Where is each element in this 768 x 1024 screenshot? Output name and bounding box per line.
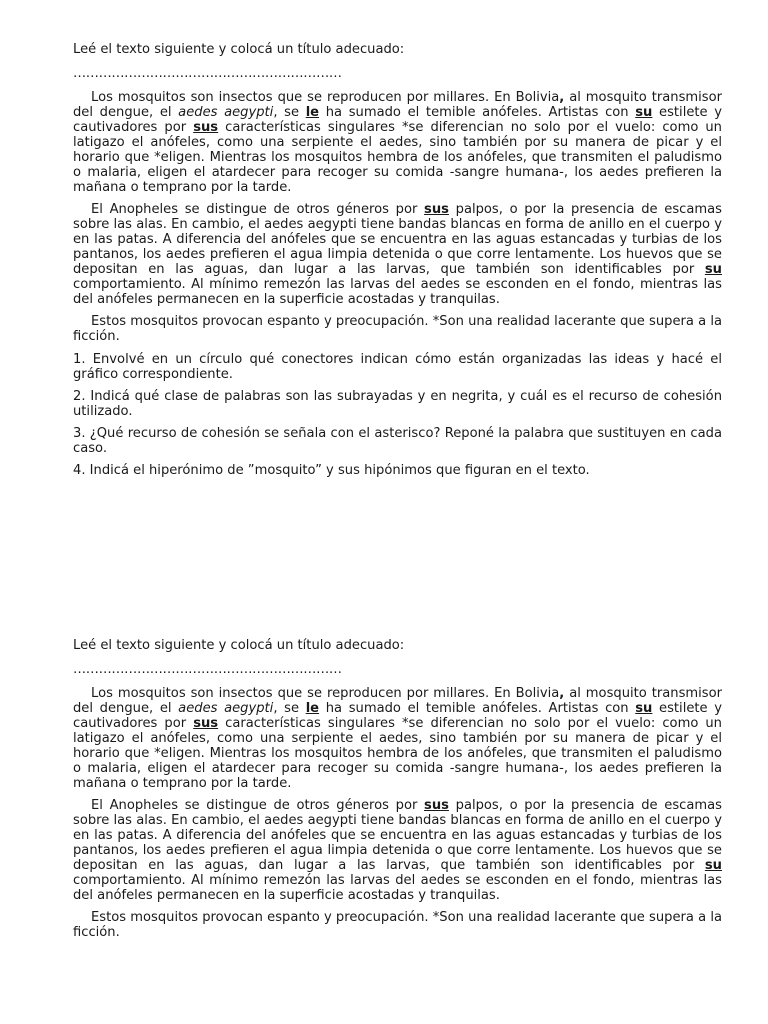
text-run: , se bbox=[273, 701, 306, 716]
paragraph-2 bbox=[73, 202, 722, 307]
instruction: Leé el texto siguiente y colocá un título adecuado: bbox=[73, 638, 405, 653]
marked-word: su bbox=[704, 858, 722, 873]
marked-word: sus bbox=[424, 798, 449, 813]
instruction: Leé el texto siguiente y colocá un título adecuado: bbox=[73, 42, 405, 57]
marked-word: sus bbox=[193, 716, 219, 731]
question-4: 4. Indicá el hiperónimo de ”mosquito” y sus hipónimos que figuran en el texto. bbox=[73, 463, 590, 478]
text-run: al mosquito transmisor del dengue, el bbox=[73, 90, 722, 120]
marked-word: le bbox=[305, 105, 320, 120]
text-run: palpos, o por la presencia de escamas sobre las alas. En cambio, el aedes aegypti tiene bandas blancas en forma de anillo en el cuerpo y en las patas. A diferencia del anófeles que se encuentra en las aguas estancadas y turbias de los pantanos, los aedes prefieren el agua limpia detenida o que corre lentamente. Los huevos que se depositan en las aguas, dan lugar a las larvas, que también son identificables por bbox=[73, 202, 722, 277]
text-run: ha sumado el temible anófeles. Artistas con bbox=[319, 701, 636, 716]
text-run: Los mosquitos son insectos que se reproducen por millares. En Bolivia bbox=[91, 686, 560, 701]
bold-comma: , bbox=[559, 686, 565, 701]
question-1: 1. Envolvé en un círculo qué conectores indican cómo están organizadas las ideas y hacé el gráfico correspondiente. bbox=[73, 352, 722, 382]
paragraph-3: Estos mosquitos provocan espanto y preocupación. *Son una realidad lacerante que supera a la ficción. bbox=[73, 314, 722, 344]
bold-comma: , bbox=[559, 90, 565, 105]
text-run: características singulares *se diferencian no solo por el vuelo: como un latigazo el anófeles, como una serpiente el aedes, sino también por su manera de picar y el horario que *eligen. Mientras los mosquitos hembra de los anófeles, que transmiten el paludismo o malaria, eligen el atardecer para recoger su comida -sangre humana-, los aedes prefieren la mañana o temprano por la tarde. bbox=[73, 120, 722, 195]
marked-word: sus bbox=[424, 202, 449, 217]
text-run: al mosquito transmisor del dengue, el bbox=[73, 686, 722, 716]
text-run: estilete y cautivadores por bbox=[73, 701, 722, 731]
question-3: 3. ¿Qué recurso de cohesión se señala con el asterisco? Reponé la palabra que sustituyen en cada caso. bbox=[73, 426, 722, 456]
text-run: El Anopheles se distingue de otros géneros por bbox=[91, 798, 425, 813]
worksheet-copy-2 bbox=[73, 638, 722, 948]
marked-word: le bbox=[305, 701, 320, 716]
marked-word: su bbox=[635, 701, 653, 716]
text-run: Los mosquitos son insectos que se reproducen por millares. En Bolivia bbox=[91, 90, 560, 105]
marked-word: su bbox=[635, 105, 653, 120]
text-run: comportamiento. Al mínimo remezón las larvas del aedes se esconden en el fondo, mientras las del anófeles permanecen en la superficie acostadas y tranquilas. bbox=[73, 873, 722, 903]
paragraph-2 bbox=[73, 798, 722, 903]
text-run: , se bbox=[273, 105, 306, 120]
paragraph-1 bbox=[73, 90, 722, 195]
paragraph-3: Estos mosquitos provocan espanto y preocupación. *Son una realidad lacerante que supera a la ficción. bbox=[73, 910, 722, 940]
worksheet-copy-1 bbox=[73, 42, 722, 485]
paragraph-1 bbox=[73, 686, 722, 791]
text-run: características singulares *se diferencian no solo por el vuelo: como un latigazo el anófeles, como una serpiente el aedes, sino también por su manera de picar y el horario que *eligen. Mientras los mosquitos hembra de los anófeles, que transmiten el paludismo o malaria, eligen el atardecer para recoger su comida -sangre humana-, los aedes prefieren la mañana o temprano por la tarde. bbox=[73, 716, 722, 791]
marked-word: sus bbox=[193, 120, 219, 135]
text-run: estilete y cautivadores por bbox=[73, 105, 722, 135]
species-name: aedes aegypti bbox=[178, 701, 274, 716]
title-blank: ……………………………………………………… bbox=[73, 66, 342, 81]
text-run: ha sumado el temible anófeles. Artistas con bbox=[319, 105, 636, 120]
text-run: comportamiento. Al mínimo remezón las larvas del aedes se esconden en el fondo, mientras las del anófeles permanecen en la superficie acostadas y tranquilas. bbox=[73, 277, 722, 307]
text-run: palpos, o por la presencia de escamas sobre las alas. En cambio, el aedes aegypti tiene bandas blancas en forma de anillo en el cuerpo y en las patas. A diferencia del anófeles que se encuentra en las aguas estancadas y turbias de los pantanos, los aedes prefieren el agua limpia detenida o que corre lentamente. Los huevos que se depositan en las aguas, dan lugar a las larvas, que también son identificables por bbox=[73, 798, 722, 873]
marked-word: su bbox=[704, 262, 722, 277]
species-name: aedes aegypti bbox=[178, 105, 274, 120]
question-2: 2. Indicá qué clase de palabras son las subrayadas y en negrita, y cuál es el recurso de cohesión utilizado. bbox=[73, 389, 722, 419]
text-run: El Anopheles se distingue de otros géneros por bbox=[91, 202, 425, 217]
title-blank: ……………………………………………………… bbox=[73, 662, 342, 677]
